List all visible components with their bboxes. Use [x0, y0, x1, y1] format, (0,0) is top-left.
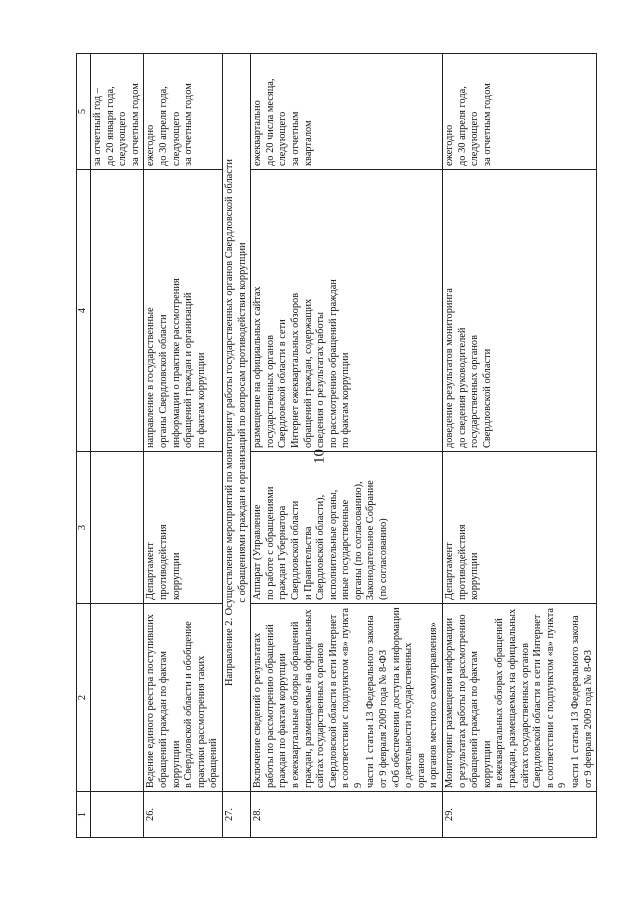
deadline-cell: ежегодно до 30 апреля года, следующего за отчетным годом	[144, 54, 223, 170]
row-number	[91, 792, 144, 838]
executor-cell: Департамент противодействия коррупции	[443, 452, 597, 604]
section-heading: Направление 2. Осуществление мероприятий по мониторингу работы государственных органов Свердловской области с обращениями граждан и организаций по вопросам противодействия коррупции	[222, 54, 250, 792]
deadline-cell: ежегодно до 30 апреля года, следующего за отчетным годом	[443, 54, 597, 170]
deadline-cell: ежеквартально до 20 числа месяца, следующего за отчетным кварталом	[251, 54, 443, 170]
row-number: 27.	[222, 792, 250, 838]
table-row	[251, 54, 443, 838]
rotated-table-container	[76, 54, 594, 838]
column-header: 5	[77, 54, 91, 170]
page-number: 10	[311, 449, 328, 464]
row-number: 29.	[443, 792, 597, 838]
section-row	[222, 54, 250, 838]
row-number: 26.	[144, 792, 223, 838]
measure-cell	[91, 604, 144, 792]
form-cell: направление в государственные органы Свердловской области информации о практике рассмотрения обращений граждан и организаций по фактам коррупции	[144, 170, 223, 452]
column-header: 1	[77, 792, 91, 838]
form-cell	[91, 170, 144, 452]
measure-cell: Мониторинг размещения информации о результатах работы по рассмотрению обращений граждан по фактам коррупции в ежеквартальных обзорах обращений граждан, размещаемых на официальных сайтах государственных органов Свердловской области в сети Интернет в соответствии с подпунктом «в» пункта 9 части 1 статьи 13 Федерального закона от 9 февраля 2009 года № 8-ФЗ	[443, 604, 597, 792]
executor-cell: Аппарат (Управление по работе с обращениями граждан Губернатора Свердловской области и Правительства Свердловской области), исполнительные органы, иные государственные органы (по согласованию), Законодательное Собрание (по согласованию)	[251, 452, 443, 604]
row-number: 28.	[251, 792, 443, 838]
column-header: 2	[77, 604, 91, 792]
form-cell: доведение результатов мониторинга до сведения руководителей государственных органов Свердловской области	[443, 170, 597, 452]
column-header: 4	[77, 170, 91, 452]
executor-cell: Департамент противодействия коррупции	[144, 452, 223, 604]
table-row	[443, 54, 597, 838]
measure-cell: Включение сведений о результатах работы по рассмотрению обращений граждан по фактам коррупции в ежеквартальные обзоры обращений граждан, размещаемые на официальных сайтах государственных органов Свердловской области в сети Интернет в соответствии с подпунктом «в» пункта 9 части 1 статьи 13 Федерального закона от 9 февраля 2009 года № 8-ФЗ «Об обеспечении доступа к информации о деятельности государственных органов и органов местного самоуправления»	[251, 604, 443, 792]
measures-table	[76, 53, 597, 838]
measure-cell: Ведение единого реестра поступивших обращений граждан по фактам коррупции в Свердловской области и обобщение практики рассмотрения таких обращений	[144, 604, 223, 792]
table-row	[144, 54, 223, 838]
column-header: 3	[77, 452, 91, 604]
column-number-row	[77, 54, 91, 838]
form-cell: размещение на официальных сайтах государственных органов Свердловской области в сети Интернет ежеквартальных обзоров обращений граждан, содержащих сведения о результатах работы по рассмотрению обращений граждан по фактам коррупции	[251, 170, 443, 452]
deadline-cell: за отчетный год – до 20 января года, следующего за отчетным годом	[91, 54, 144, 170]
executor-cell	[91, 452, 144, 604]
table-row	[91, 54, 144, 838]
